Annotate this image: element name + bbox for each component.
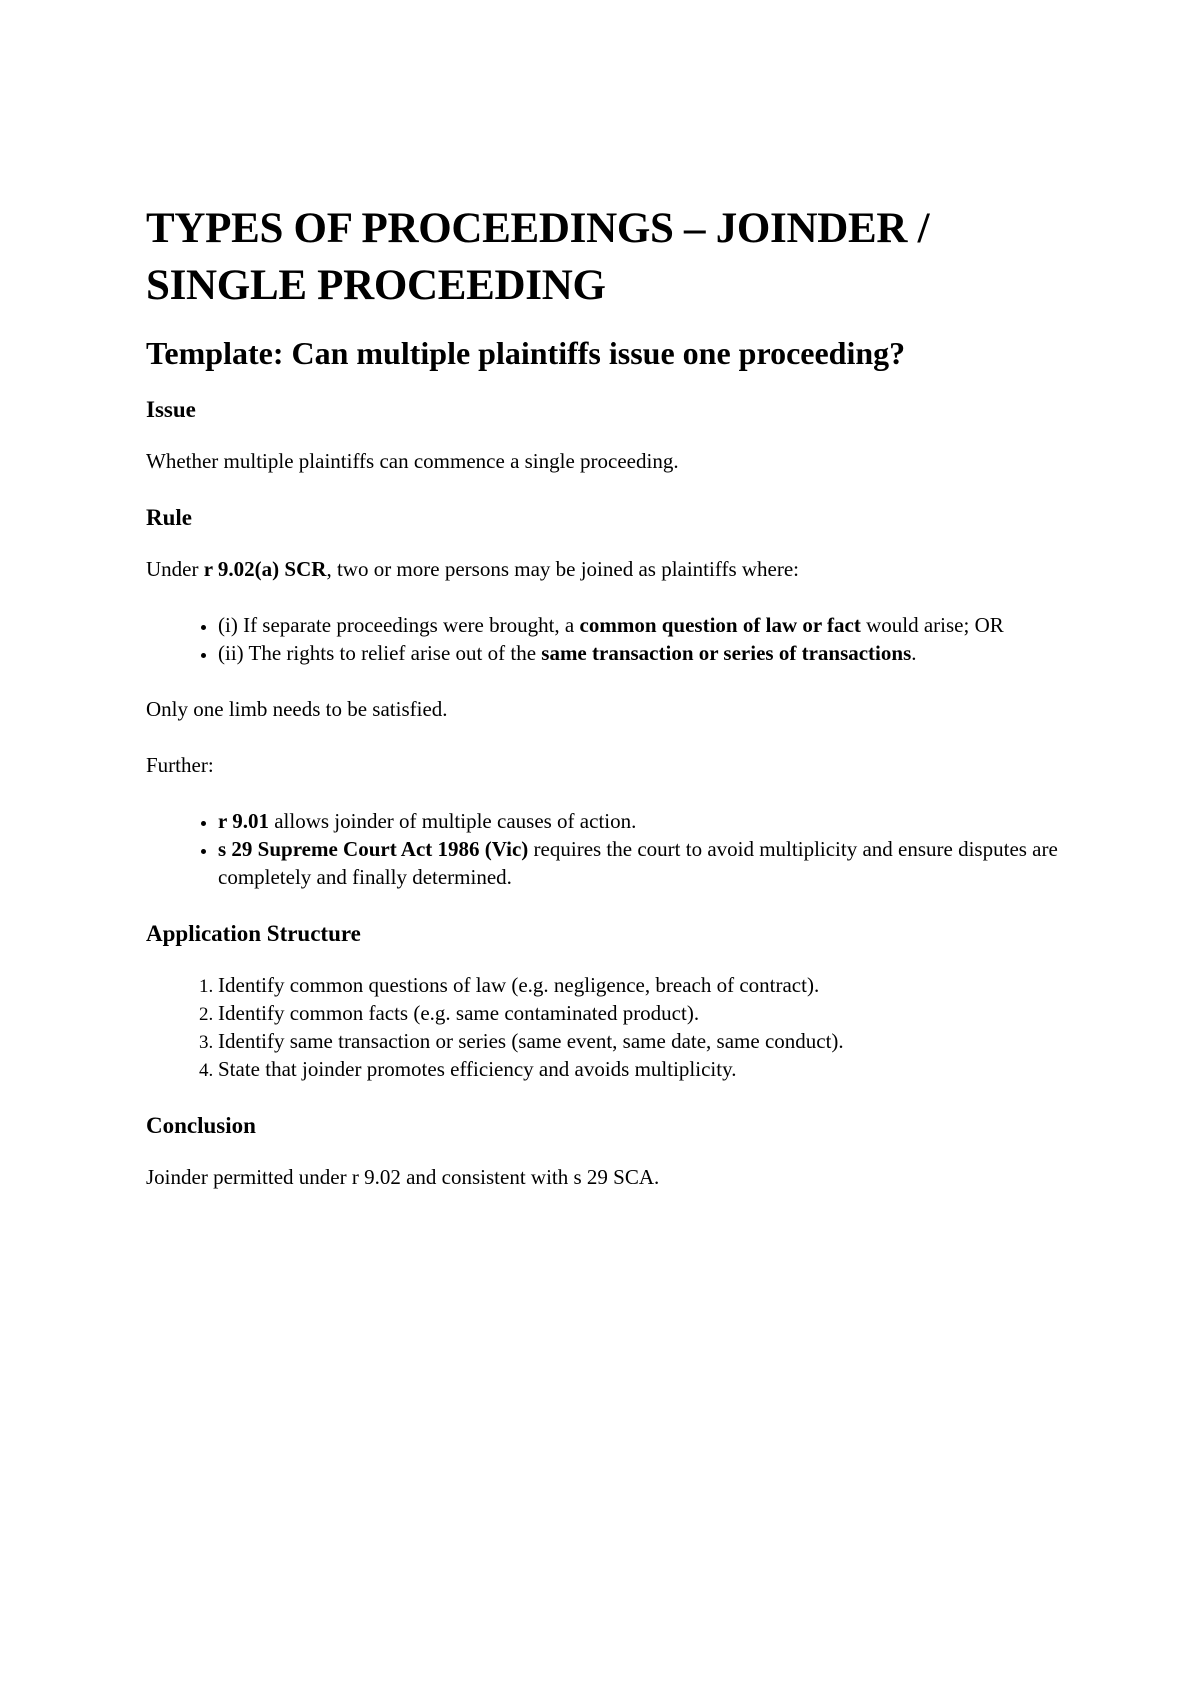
application-section — [146, 919, 1066, 1083]
further-list — [146, 807, 1066, 891]
template-subtitle: Template: Can multiple plaintiffs issue one proceeding? — [146, 335, 906, 371]
list-item — [218, 807, 1066, 835]
list-item: 3. Identify same transaction or series (same event, same date, same conduct). — [218, 1027, 1066, 1055]
further-label: Further: — [146, 753, 214, 777]
rule-intro — [146, 555, 1066, 583]
conclusion-heading: Conclusion — [146, 1113, 256, 1138]
document-page — [146, 200, 1066, 1219]
rule-intro-pre: Under — [146, 557, 204, 581]
list-item — [218, 835, 1066, 891]
list-item: 2. Identify common facts (e.g. same contaminated product). — [218, 999, 1066, 1027]
limb-text: (ii) The rights to relief arise out of the — [218, 641, 542, 665]
list-item — [218, 639, 1066, 667]
limb-text-end: . — [911, 641, 917, 665]
issue-text: Whether multiple plaintiffs can commence a single proceeding. — [146, 449, 679, 473]
rule-heading: Rule — [146, 505, 192, 530]
limb-text: (i) If separate proceedings were brought, a — [218, 613, 580, 637]
further-citation: s 29 Supreme Court Act 1986 (Vic) — [218, 837, 529, 861]
rule-intro-post: , two or more persons may be joined as plaintiffs where: — [326, 557, 800, 581]
further-citation: r 9.01 — [218, 809, 269, 833]
limb-emphasis: common question of law or fact — [579, 613, 861, 637]
issue-heading: Issue — [146, 397, 196, 422]
further-text: requires the court to avoid multiplicity and ensure disputes are completely and finally determined. — [218, 837, 1058, 889]
rule-intro-citation: r 9.02(a) SCR — [203, 557, 327, 581]
limb-emphasis: same transaction or series of transactions — [541, 641, 912, 665]
limb-text-end: would arise; OR — [860, 613, 1004, 637]
conclusion-section — [146, 1111, 1066, 1191]
conclusion-text: Joinder permitted under r 9.02 and consistent with s 29 SCA. — [146, 1165, 660, 1189]
issue-section — [146, 395, 1066, 475]
list-item: 4. State that joinder promotes efficiency and avoids multiplicity. — [218, 1055, 1066, 1083]
application-steps-list — [146, 971, 1066, 1083]
rule-limbs-list — [146, 611, 1066, 667]
rule-note: Only one limb needs to be satisfied. — [146, 697, 448, 721]
rule-section — [146, 503, 1066, 891]
further-text: allows joinder of multiple causes of action. — [268, 809, 637, 833]
list-item: 1. Identify common questions of law (e.g. negligence, breach of contract). — [218, 971, 1066, 999]
page-title: TYPES OF PROCEEDINGS – JOINDER / SINGLE PROCEEDING — [146, 205, 930, 309]
list-item — [218, 611, 1066, 639]
application-heading: Application Structure — [146, 921, 361, 946]
